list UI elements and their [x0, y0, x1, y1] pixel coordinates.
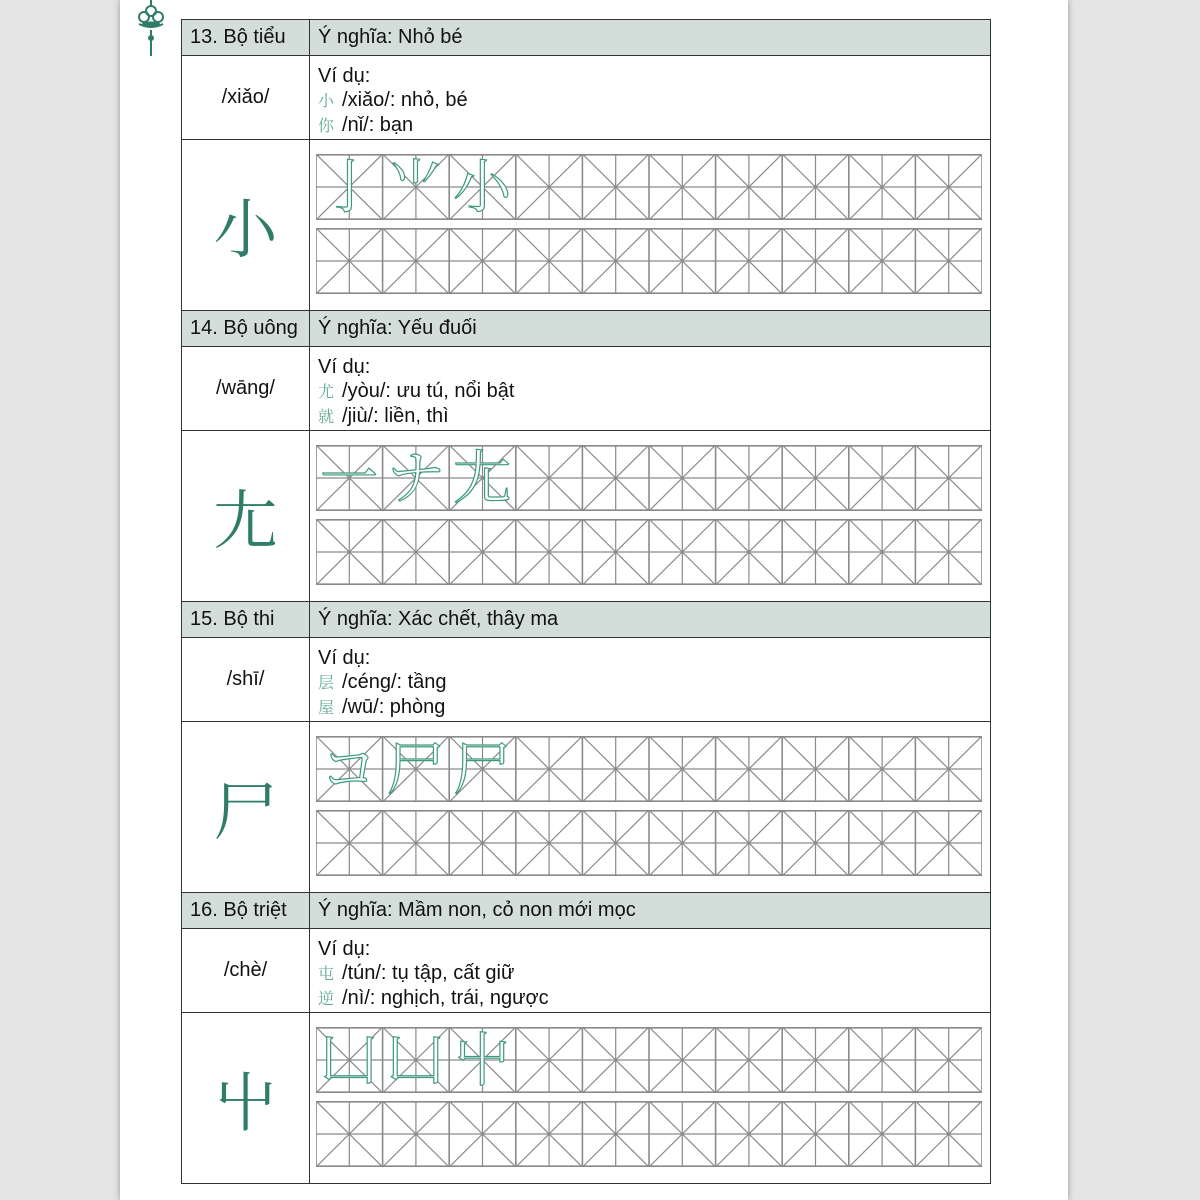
stroke-order-trace: 凵	[386, 1026, 445, 1094]
example-label: Ví dụ:	[318, 938, 371, 960]
stroke-order-trace: 尢	[453, 444, 512, 512]
example-text: /céng/: tầng	[342, 671, 447, 693]
example-text: /nì/: nghịch, trái, ngược	[342, 987, 549, 1009]
stroke-order-trace: ⺌	[386, 153, 445, 221]
lotus-ornament-icon	[131, 0, 171, 60]
radical-pinyin	[182, 638, 310, 722]
practice-grid-row[interactable]	[316, 228, 982, 294]
example-hanzi: 小	[318, 91, 335, 110]
radical-meaning: Ý nghĩa: Mầm non, cỏ non mới mọc	[310, 893, 990, 929]
example-item	[318, 695, 990, 720]
example-label: Ví dụ:	[318, 647, 371, 669]
example-hanzi: 屋	[318, 698, 335, 717]
practice-grid-cell	[310, 722, 990, 893]
pinyin-text: /wāng/	[216, 377, 275, 399]
radical-section	[182, 20, 990, 311]
radical-character-cell	[182, 431, 310, 602]
radical-character-cell	[182, 722, 310, 893]
radical-character: 尢	[213, 485, 278, 559]
example-item	[318, 404, 990, 429]
example-item	[318, 670, 990, 695]
example-text: /nǐ/: bạn	[342, 114, 414, 136]
radical-pinyin	[182, 929, 310, 1013]
pinyin-text: /chè/	[223, 959, 268, 981]
examples-cell	[310, 56, 990, 140]
examples-cell	[310, 347, 990, 431]
radical-pinyin	[182, 347, 310, 431]
stroke-order-trace: コ	[319, 735, 378, 803]
radical-meaning: Ý nghĩa: Xác chết, thây ma	[310, 602, 990, 638]
example-label: Ví dụ:	[318, 356, 371, 378]
example-item	[318, 113, 990, 138]
radical-character: 屮	[213, 1067, 278, 1141]
radical-character-cell	[182, 1013, 310, 1184]
example-item	[318, 961, 990, 986]
example-hanzi: 就	[318, 407, 335, 426]
radical-title: 13. Bộ tiểu	[182, 20, 310, 56]
practice-grid-row[interactable]	[316, 1101, 982, 1167]
practice-grid-cell	[310, 431, 990, 602]
radical-character-cell	[182, 140, 310, 311]
practice-grid-cell	[310, 1013, 990, 1184]
example-text: /wū/: phòng	[342, 696, 446, 718]
pinyin-text: /shī/	[226, 668, 265, 690]
example-item	[318, 986, 990, 1011]
stroke-order-trace: 尸	[386, 735, 445, 803]
radical-section	[182, 602, 990, 893]
example-hanzi: 层	[318, 673, 335, 692]
example-hanzi: 逆	[318, 989, 335, 1008]
examples-cell	[310, 929, 990, 1013]
example-item	[318, 379, 990, 404]
example-text: /yòu/: ưu tú, nổi bật	[342, 380, 515, 402]
example-text: /jiù/: liền, thì	[342, 405, 449, 427]
radical-meaning: Ý nghĩa: Nhỏ bé	[310, 20, 990, 56]
pinyin-text: /xiǎo/	[221, 86, 270, 108]
radical-pinyin	[182, 56, 310, 140]
practice-grid-cell	[310, 140, 990, 311]
stroke-order-trace: 小	[453, 153, 512, 221]
radical-table	[181, 19, 991, 1184]
example-item	[318, 88, 990, 113]
radical-section	[182, 893, 990, 1184]
stroke-order-trace: 亅	[319, 153, 378, 221]
radical-title: 16. Bộ triệt	[182, 893, 310, 929]
radical-section	[182, 311, 990, 602]
stroke-order-trace: 一	[319, 444, 378, 512]
stroke-order-trace: ナ	[386, 444, 445, 512]
example-hanzi: 屯	[318, 964, 335, 983]
radical-character: 尸	[213, 776, 278, 850]
radical-meaning: Ý nghĩa: Yếu đuối	[310, 311, 990, 347]
example-text: /xiǎo/: nhỏ, bé	[342, 89, 468, 111]
example-text: /tún/: tụ tập, cất giữ	[342, 962, 515, 984]
example-label: Ví dụ:	[318, 65, 371, 87]
practice-grid-row[interactable]	[316, 810, 982, 876]
examples-cell	[310, 638, 990, 722]
example-hanzi: 你	[318, 116, 335, 135]
radical-title: 15. Bộ thi	[182, 602, 310, 638]
stroke-order-trace: 屮	[453, 1026, 512, 1094]
radical-character: 小	[213, 194, 278, 268]
practice-grid-row[interactable]	[316, 519, 982, 585]
stroke-order-trace: 凵	[319, 1026, 378, 1094]
example-hanzi: 尤	[318, 382, 335, 401]
stroke-order-trace: 尸	[453, 735, 512, 803]
radical-title: 14. Bộ uông	[182, 311, 310, 347]
